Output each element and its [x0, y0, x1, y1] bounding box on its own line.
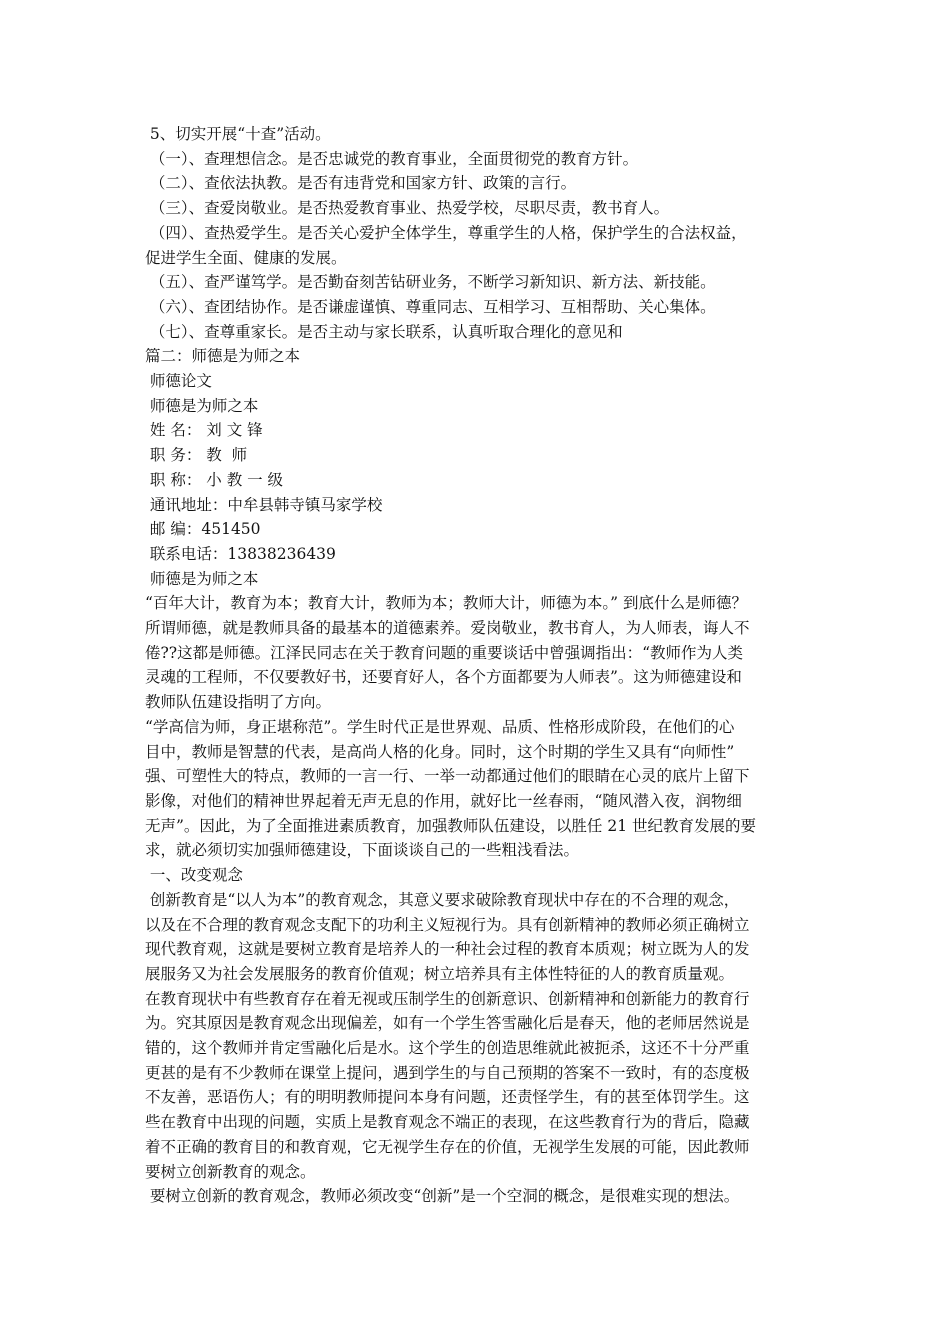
- text-line: （二）、查依法执教。是否有违背党和国家方针、政策的言行。: [145, 174, 577, 193]
- text-line: （一）、查理想信念。是否忠诚党的教育事业，全面贯彻党的教育方针。: [145, 149, 639, 168]
- text-line: （六）、查团结协作。是否谦虚谨慎、尊重同志、互相学习、互相帮助、关心集体。: [145, 297, 716, 316]
- text-line: 些在教育中出现的问题，实质上是教育观念不端正的表现，在这些教育行为的背后，隐藏: [145, 1113, 750, 1132]
- text-line: 所谓师德，就是教师具备的最基本的道德素养。爱岗敬业，教书育人，为人师表，诲人不: [145, 619, 750, 638]
- text-line: 倦??这都是师德。江泽民同志在关于教育问题的重要谈话中曾强调指出：“教师作为人类: [145, 643, 744, 662]
- text-line: “百年大计，教育为本；教育大计，教师为本；教师大计，师德为本。” 到底什么是师德？: [145, 594, 748, 613]
- text-line: 错的，这个教师并肯定雪融化后是水。这个学生的创造思维就此被扼杀，这还不十分严重: [145, 1039, 750, 1058]
- text-line: 教师队伍建设指明了方向。: [145, 693, 332, 712]
- text-line: 现代教育观，这就是要树立教育是培养人的一种社会过程的教育本质观；树立既为人的发: [145, 940, 750, 959]
- text-line: 强、可塑性大的特点，教师的一言一行、一举一动都通过他们的眼睛在心灵的底片上留下: [145, 767, 750, 786]
- text-line: “学高信为师，身正堪称范”。学生时代正是世界观、品质、性格形成阶段，在他们的心: [145, 717, 735, 736]
- text-line: 要树立创新的教育观念，教师必须改变“创新”是一个空洞的概念，是很难实现的想法。: [145, 1187, 740, 1206]
- text-line: 无声”。因此，为了全面推进素质教育，加强教师队伍建设，以胜任 21 世纪教育发展的要: [145, 816, 757, 835]
- text-line: 师德论文: [145, 372, 212, 391]
- text-line: 邮 编：451450: [145, 520, 261, 539]
- text-line: 为。究其原因是教育观念出现偏差，如有一个学生答雪融化后是春天，他的老师居然说是: [145, 1014, 750, 1033]
- text-line: （七）、查尊重家长。是否主动与家长联系，认真听取合理化的意见和: [145, 322, 623, 341]
- text-line: 影像，对他们的精神世界起着无声无息的作用，就好比一丝春雨，“随风潜入夜，润物细: [145, 791, 742, 810]
- document-body: [145, 122, 825, 1209]
- text-line: 目中，教师是智慧的代表，是高尚人格的化身。同时，这个时期的学生又具有“向师性”: [145, 742, 735, 761]
- text-line: 要树立创新教育的观念。: [145, 1162, 316, 1181]
- text-line: 着不正确的教育目的和教育观，它无视学生存在的价值，无视学生发展的可能，因此教师: [145, 1137, 750, 1156]
- text-line: 通讯地址：中牟县韩寺镇马家学校: [145, 495, 383, 514]
- text-line: 师德是为师之本: [145, 569, 259, 588]
- text-line: 姓 名： 刘 文 锋: [145, 421, 263, 440]
- text-line: 更甚的是有不少教师在课堂上提问，遇到学生的与自己预期的答案不一致时，有的态度极: [145, 1063, 750, 1082]
- text-line: （五）、查严谨笃学。是否勤奋刻苦钻研业务，不断学习新知识、新方法、新技能。: [145, 273, 716, 292]
- text-line: （四）、查热爱学生。是否关心爱护全体学生，尊重学生的人格，保护学生的合法权益，: [145, 223, 747, 242]
- text-line: 5、切实开展“十查”活动。: [145, 125, 331, 143]
- text-line: 一、改变观念: [145, 866, 243, 885]
- text-line: 不友善，恶语伤人；有的明明教师提问本身有问题，还责怪学生，有的甚至体罚学生。这: [145, 1088, 750, 1107]
- text-line: 求，就必须切实加强师德建设，下面谈谈自己的一些粗浅看法。: [145, 841, 580, 860]
- text-line: （三）、查爱岗敬业。是否热爱教育事业、热爱学校，尽职尽责，教书育人。: [145, 199, 670, 218]
- text-line: 展服务又为社会发展服务的教育价值观；树立培养具有主体性特征的人的教育质量观。: [145, 964, 735, 983]
- text-line: 师德是为师之本: [145, 396, 259, 415]
- text-line: 以及在不合理的教育观念支配下的功利主义短视行为。具有创新精神的教师必须正确树立: [145, 915, 750, 934]
- text-line: 职 称： 小 教 一 级: [145, 470, 284, 489]
- text-line: 联系电话：13838236439: [145, 544, 336, 563]
- text-line: 灵魂的工程师，不仅要教好书，还要育好人，各个方面都要为人师表”。这为师德建设和: [145, 668, 742, 687]
- text-line: 创新教育是“以人为本”的教育观念，其意义要求破除教育现状中存在的不合理的观念，: [145, 890, 740, 909]
- text-line: 促进学生全面、健康的发展。: [145, 248, 347, 267]
- text-line: 职 务： 教 师: [145, 446, 248, 465]
- text-line: 在教育现状中有些教育存在着无视或压制学生的创新意识、创新精神和创新能力的教育行: [145, 989, 750, 1008]
- text-line: 篇二：师德是为师之本: [145, 347, 301, 366]
